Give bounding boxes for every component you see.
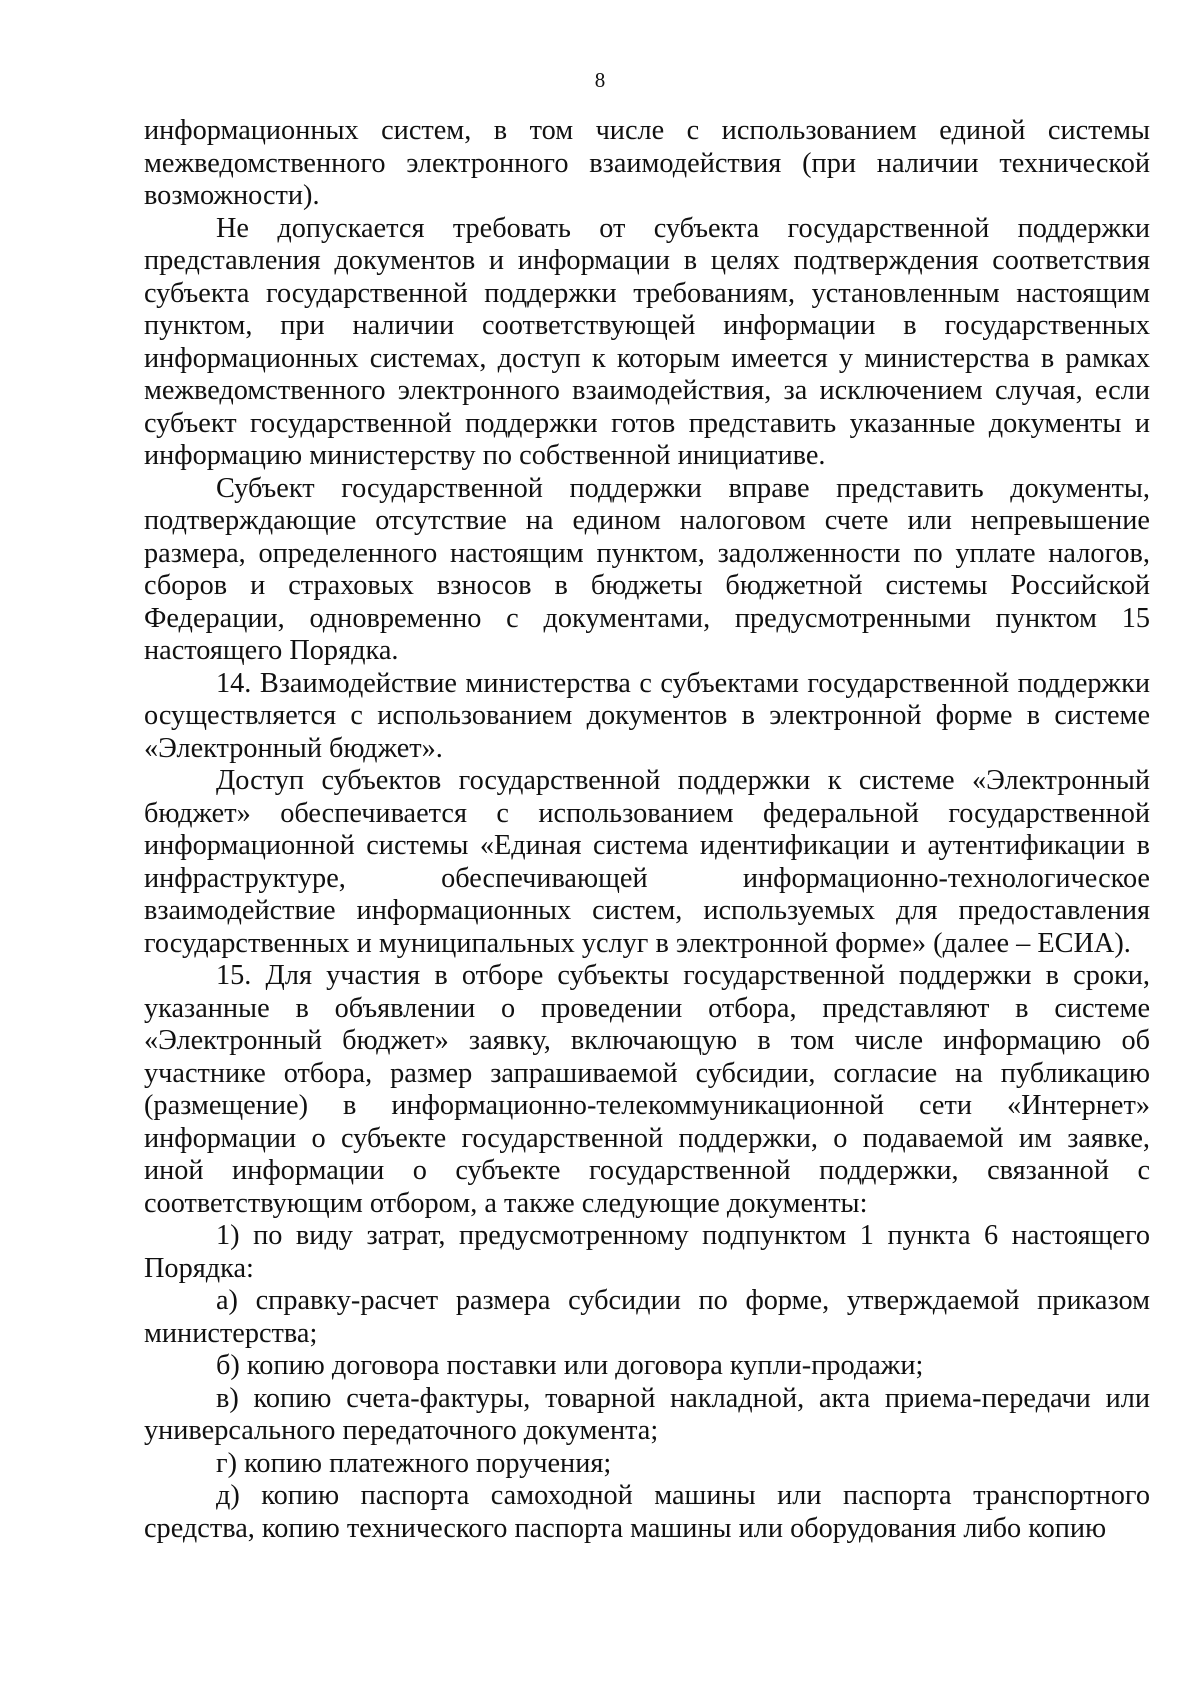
- paragraph-subitem-a: а) справку-расчет размера субсидии по форме, утверждаемой приказом министерства;: [144, 1285, 1150, 1349]
- paragraph-continuation: информационных систем, в том числе с использованием единой системы межведомственного электронного взаимодействия (при наличии технической возможности).: [144, 115, 1150, 211]
- paragraph-esia-access: Доступ субъектов государственной поддержки к системе «Электронный бюджет» обеспечивается с использованием федеральной государственной информационной системы «Единая система идентификации и аутентификации в инфраструктуре, обеспечивающей информационно-технологическое взаимодействие информационных систем, используемых для предоставления государственных и муниципальных услуг в электронной форме» (далее – ЕСИА).: [144, 765, 1150, 959]
- document-body: [144, 115, 1150, 1545]
- paragraph-tax-debt-documents: Субъект государственной поддержки вправе представить документы, подтверждающие отсутствие на едином налоговом счете или непревышение размера, определенного настоящим пунктом, задолженности по уплате налогов, сборов и страховых взносов в бюджеты бюджетной системы Российской Федерации, одновременно с документами, предусмотренными пунктом 15 настоящего Порядка.: [144, 472, 1150, 666]
- paragraph-item-15: 15. Для участия в отборе субъекты государственной поддержки в сроки, указанные в объявлении о проведении отбора, представляют в системе «Электронный бюджет» заявку, включающую в том числе информацию об участнике отбора, размер запрашиваемой субсидии, согласие на публикацию (размещение) в информационно-телекоммуникационной сети «Интернет» информации о субъекте государственной поддержки, о подаваемой им заявке, иной информации о субъекте государственной поддержки, связанной с соответствующим отбором, а также следующие документы:: [144, 960, 1150, 1219]
- paragraph-subitem-g: г) копию платежного поручения;: [216, 1447, 612, 1479]
- paragraph-subitem-d: д) копию паспорта самоходной машины или паспорта транспортного средства, копию технического паспорта машины или оборудования либо копию: [144, 1480, 1150, 1544]
- page-number: 8: [594, 68, 606, 92]
- paragraph-item-14: 14. Взаимодействие министерства с субъектами государственной поддержки осуществляется с использованием документов в электронной форме в системе «Электронный бюджет».: [144, 667, 1150, 764]
- paragraph-subitem-v: в) копию счета-фактуры, товарной накладной, акта приема-передачи или универсального передаточного документа;: [144, 1382, 1150, 1446]
- paragraph-subitem-b: б) копию договора поставки или договора купли-продажи;: [216, 1350, 924, 1381]
- paragraph-no-requirement: Не допускается требовать от субъекта государственной поддержки представления документов и информации в целях подтверждения соответствия субъекта государственной поддержки требованиям, установленным настоящим пунктом, при наличии соответствующей информации в государственных информационных системах, доступ к которым имеется у министерства в рамках межведомственного электронного взаимодействия, за исключением случая, если субъект государственной поддержки готов представить указанные документы и информацию министерству по собственной инициативе.: [144, 212, 1150, 471]
- paragraph-subitem-1: 1) по виду затрат, предусмотренному подпунктом 1 пункта 6 настоящего Порядка:: [144, 1220, 1150, 1284]
